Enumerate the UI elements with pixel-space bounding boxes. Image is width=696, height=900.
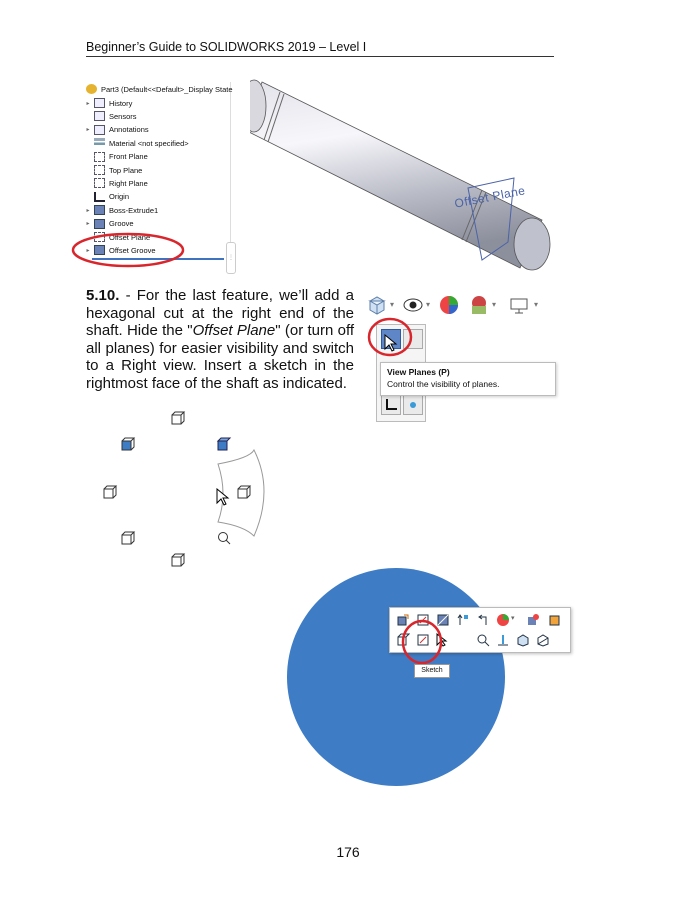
tooltip-title: View Planes (P) <box>387 367 450 377</box>
sketch-tooltip: Sketch <box>414 664 450 678</box>
plane-icon <box>94 178 105 188</box>
shaft-model <box>250 70 580 280</box>
tree-item[interactable] <box>84 190 129 204</box>
cursor-arrow-icon <box>216 488 230 508</box>
tree-item-label: Offset Groove <box>109 245 156 255</box>
instruction-paragraph <box>86 287 354 392</box>
groove-icon <box>94 219 105 229</box>
view-selector <box>96 402 276 592</box>
highlight-ellipse-tree <box>70 230 190 270</box>
tree-item[interactable] <box>84 136 189 150</box>
zoom-icon[interactable] <box>216 530 232 546</box>
chevron-down-icon[interactable]: ▾ <box>492 300 497 309</box>
eye-icon[interactable] <box>402 294 424 316</box>
view-origins-button[interactable] <box>381 395 401 415</box>
expand-arrow-icon[interactable]: ▸ <box>86 127 90 134</box>
sensors-icon <box>94 111 105 121</box>
tree-item[interactable] <box>84 163 142 177</box>
view-planes-tooltip <box>380 362 556 396</box>
view-right-icon[interactable] <box>236 484 252 500</box>
edit-part-icon[interactable] <box>526 613 540 627</box>
expand-arrow-icon[interactable]: ▸ <box>86 100 90 107</box>
view-orientation-icon[interactable] <box>516 633 530 647</box>
normal-to-icon[interactable] <box>496 633 510 647</box>
tooltip-description: Control the visibility of planes. <box>387 379 500 389</box>
tree-item-label: Boss-Extrude1 <box>109 205 159 215</box>
expand-arrow-icon[interactable]: ▸ <box>86 207 90 214</box>
origin-icon <box>94 192 105 202</box>
view-bottom-icon[interactable] <box>170 552 186 568</box>
tree-item-label: Material <not specified> <box>109 138 189 148</box>
chevron-down-icon[interactable]: ▾ <box>511 615 515 622</box>
history-icon <box>94 98 105 108</box>
expand-arrow-icon[interactable]: ▸ <box>86 221 90 228</box>
tree-item[interactable] <box>84 123 149 137</box>
tree-item[interactable] <box>84 96 132 110</box>
display-style-icon[interactable] <box>366 294 388 316</box>
assembly-icon[interactable] <box>548 613 562 627</box>
tree-item-label: Sensors <box>109 111 137 121</box>
cursor-arrow-icon <box>384 334 398 352</box>
rollback-icon[interactable] <box>456 613 470 627</box>
view-isometric-icon[interactable] <box>120 436 136 452</box>
expand-arrow-icon[interactable]: ▸ <box>86 247 90 254</box>
appearance-icon[interactable] <box>496 613 510 627</box>
tree-item[interactable] <box>84 176 148 190</box>
tree-root[interactable] <box>84 82 233 96</box>
view-dimetric-icon[interactable] <box>120 530 136 546</box>
header-rule <box>86 56 554 57</box>
tree-item[interactable] <box>84 109 137 123</box>
highlight-circle-sketch <box>400 616 446 666</box>
tree-item-label: History <box>109 98 133 108</box>
plane-icon <box>94 152 105 162</box>
offset-plane-label: Offset Plane <box>453 183 527 211</box>
chevron-down-icon[interactable]: ▾ <box>390 300 395 309</box>
paragraph-text-b: " (or turn off all planes) for easier visibility and switch to a Right view. Insert a sketch in the rightmost face of the shaft as indicated. <box>86 322 355 392</box>
tree-item-label: Offset Plane <box>109 232 151 242</box>
tree-item[interactable] <box>84 217 134 231</box>
annotations-icon <box>94 125 105 135</box>
plane-icon <box>94 165 105 175</box>
chevron-down-icon[interactable]: ▾ <box>534 300 539 309</box>
scene-icon[interactable] <box>468 294 490 316</box>
tree-item[interactable] <box>84 150 148 164</box>
view-top-icon[interactable] <box>170 410 186 426</box>
tree-item-label: Top Plane <box>109 165 143 175</box>
tree-item-label: Origin <box>109 192 130 202</box>
tree-root-label: Part3 (Default<<Default>_Display State <box>101 84 233 94</box>
tree-item-label: Groove <box>109 219 134 229</box>
section-view-icon[interactable] <box>536 633 550 647</box>
part-icon <box>86 84 97 94</box>
monitor-icon[interactable] <box>508 294 530 316</box>
tree-item-label: Annotations <box>109 125 149 135</box>
point-icon <box>404 396 422 414</box>
zoom-selection-icon[interactable] <box>476 633 490 647</box>
parent-child-icon[interactable] <box>476 613 490 627</box>
view-points-button[interactable] <box>403 395 423 415</box>
shaft-end-face[interactable] <box>287 568 505 786</box>
tree-resize-grip[interactable]: ⋮ <box>226 242 236 274</box>
page-number: 176 <box>336 844 360 860</box>
tree-item-label: Front Plane <box>109 152 148 162</box>
page-header: Beginner’s Guide to SOLIDWORKS 2019 – Level I <box>86 40 367 54</box>
tree-item-label: Right Plane <box>109 178 148 188</box>
step-number: 5.10. <box>86 287 120 304</box>
origin-icon <box>382 396 400 414</box>
tree-item[interactable] <box>84 203 158 217</box>
paragraph-text-a: - For the last feature, we’ll add a hexagonal cut at the right end of the shaft. Hide the " <box>86 287 354 339</box>
view-left-icon[interactable] <box>102 484 118 500</box>
material-icon <box>94 138 105 148</box>
paragraph-emphasis: Offset Plane <box>192 322 276 339</box>
extrude-icon <box>94 205 105 215</box>
appearance-icon[interactable] <box>438 294 460 316</box>
chevron-down-icon[interactable]: ▾ <box>426 300 431 309</box>
